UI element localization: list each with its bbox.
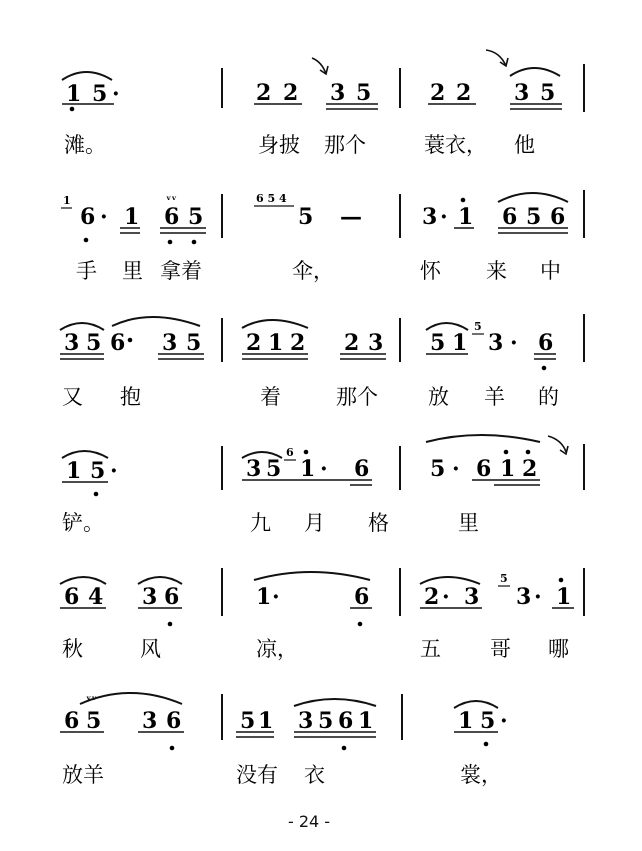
lyrics-row-1 <box>64 133 535 158</box>
slur <box>510 68 560 76</box>
slur <box>62 72 112 80</box>
lyric: 放羊 <box>62 763 104 787</box>
lyric: 那个 <box>336 385 378 409</box>
note: 1 <box>258 708 274 734</box>
slur <box>62 451 108 458</box>
octave-dot <box>504 450 509 455</box>
note: 6 <box>64 584 80 610</box>
note: 1 <box>124 204 140 230</box>
note: 5 <box>430 330 446 356</box>
note: 5 <box>86 708 102 734</box>
lyric: 他 <box>514 133 535 157</box>
grace-note: 1 <box>63 194 71 207</box>
slur <box>242 320 308 328</box>
slur <box>254 572 370 580</box>
lyrics-row-5 <box>62 637 569 662</box>
note: 3 <box>516 584 532 610</box>
note: 5 <box>188 204 204 230</box>
dot-duration: · <box>500 708 508 734</box>
dot-duration: · <box>440 204 448 230</box>
note: 2 <box>430 80 446 106</box>
dot-duration: · <box>272 584 280 610</box>
note: 2 <box>246 330 262 356</box>
dot-duration: · <box>100 204 108 230</box>
dot-duration: · <box>534 584 542 610</box>
note: 5 <box>90 458 106 484</box>
score-row-6 <box>60 690 508 750</box>
note: 2 <box>522 456 538 482</box>
grace-note: 5 <box>474 320 482 333</box>
score-row-1 <box>62 50 584 112</box>
lyric: 哥 <box>490 637 511 661</box>
lyric: 里 <box>122 259 143 283</box>
note: 1 <box>66 81 82 107</box>
lyric: 中 <box>540 259 561 283</box>
lyric: 凉， <box>256 637 298 661</box>
page-number: - 24 - <box>288 812 331 831</box>
ornament: ᵥᵥ <box>166 190 177 203</box>
note: 2 <box>283 80 299 106</box>
note: 6 <box>110 330 126 356</box>
slur <box>426 323 468 330</box>
lyric: 怀 <box>420 259 441 283</box>
lyric: 又 <box>62 385 83 409</box>
lyrics-row-4 <box>62 511 479 535</box>
grace-note: 6 <box>286 446 294 459</box>
score-row-3 <box>60 314 584 370</box>
note: 6 <box>502 204 518 230</box>
note: 6 <box>166 708 182 734</box>
octave-dot <box>559 578 564 583</box>
note: 6 <box>550 204 566 230</box>
note: 6 <box>538 330 554 356</box>
note: 2 <box>290 330 306 356</box>
note: 2 <box>456 80 472 106</box>
note: 1 <box>556 584 572 610</box>
note: 5 <box>240 708 256 734</box>
arrow-mark <box>486 50 508 66</box>
note: 2 <box>256 80 272 106</box>
lyric: 秋 <box>62 637 83 661</box>
octave-dot <box>192 240 197 245</box>
note: 1 <box>66 458 82 484</box>
octave-dot <box>542 366 547 371</box>
octave-dot <box>94 492 99 497</box>
dot-duration: · <box>442 584 450 610</box>
arrow-mark <box>312 58 328 74</box>
lyrics-row-6 <box>62 763 502 788</box>
note: 1 <box>458 204 474 230</box>
note: 6 <box>64 708 80 734</box>
score-row-5 <box>60 568 584 626</box>
lyric: 蓑衣， <box>424 133 487 157</box>
slur <box>420 577 480 584</box>
grace-note: 6 5 4 <box>256 192 287 205</box>
lyric: 裳， <box>460 763 502 787</box>
note: 2 <box>424 584 440 610</box>
note: 3 <box>298 708 314 734</box>
octave-dot <box>84 238 89 243</box>
lyric: 哪 <box>548 637 569 661</box>
note: 6 <box>354 584 370 610</box>
lyric: 五 <box>420 637 441 661</box>
score-row-4 <box>62 435 584 496</box>
note: 3 <box>422 204 438 230</box>
note: 3 <box>162 330 178 356</box>
slur <box>60 323 104 330</box>
note: 3 <box>464 584 480 610</box>
note: 3 <box>246 456 262 482</box>
lyrics-row-2 <box>76 259 561 284</box>
note: 5 <box>526 204 542 230</box>
note: 4 <box>88 584 104 610</box>
slur <box>294 699 376 706</box>
lyric: 放 <box>428 385 449 409</box>
octave-dot <box>168 240 173 245</box>
lyric: 风 <box>140 637 161 661</box>
lyric: 那个 <box>324 133 366 157</box>
grace-note: 5 <box>500 572 508 585</box>
note: 6 <box>338 708 354 734</box>
note: 6 <box>80 204 96 230</box>
lyric: 月 <box>304 511 325 535</box>
note: 5 <box>92 81 108 107</box>
lyric: 没有 <box>236 763 278 787</box>
note: 1 <box>500 456 516 482</box>
note: 3 <box>368 330 384 356</box>
note: 2 <box>344 330 360 356</box>
lyric: 羊 <box>484 385 505 409</box>
octave-dot <box>304 450 309 455</box>
note: 6 <box>164 204 180 230</box>
slur <box>138 577 182 584</box>
note: 5 <box>298 204 314 230</box>
note: 1 <box>452 330 468 356</box>
note: 5 <box>540 80 556 106</box>
dot-duration: · <box>510 330 518 356</box>
octave-dot <box>168 622 173 627</box>
dot-duration: · <box>452 456 460 482</box>
note: 3 <box>488 330 504 356</box>
lyric: 九 <box>250 511 271 535</box>
slur <box>112 317 200 326</box>
note: 3 <box>330 80 346 106</box>
duration-dot <box>128 338 133 343</box>
dot-duration: · <box>110 458 118 484</box>
octave-dot <box>526 450 531 455</box>
dot-duration: · <box>112 81 120 107</box>
octave-dot <box>461 198 466 203</box>
note: 5 <box>86 330 102 356</box>
octave-dot <box>170 746 175 751</box>
note: 1 <box>458 708 474 734</box>
lyric: 来 <box>486 259 507 283</box>
arrow-mark <box>548 436 568 454</box>
dash: — <box>340 204 362 230</box>
note: 5 <box>318 708 334 734</box>
octave-dot <box>70 107 75 112</box>
ornament: ᵥᵥ <box>86 690 97 703</box>
note: 3 <box>142 584 158 610</box>
note: 5 <box>480 708 496 734</box>
lyric: 的 <box>538 385 559 409</box>
lyric: 滩。 <box>64 133 106 157</box>
note: 1 <box>268 330 284 356</box>
lyric: 伞， <box>292 259 334 283</box>
note: 5 <box>186 330 202 356</box>
note: 6 <box>354 456 370 482</box>
note: 1 <box>300 456 316 482</box>
note: 6 <box>476 456 492 482</box>
slur <box>498 193 568 202</box>
lyric: 着 <box>260 385 281 409</box>
dot-duration: · <box>320 456 328 482</box>
lyric: 衣 <box>304 763 325 787</box>
note: 5 <box>430 456 446 482</box>
slur <box>454 701 498 708</box>
slur <box>60 577 106 584</box>
lyrics-row-3 <box>62 385 559 409</box>
note: 3 <box>64 330 80 356</box>
lyric: 抱 <box>120 385 141 409</box>
octave-dot <box>358 622 363 627</box>
lyric: 拿着 <box>160 259 202 283</box>
note: 1 <box>358 708 374 734</box>
lyric: 手 <box>76 259 97 283</box>
score-row-2 <box>61 190 584 244</box>
lyric: 铲。 <box>62 511 104 535</box>
lyric: 格 <box>368 511 389 535</box>
octave-dot <box>342 746 347 751</box>
note: 6 <box>164 584 180 610</box>
note: 5 <box>356 80 372 106</box>
note: 5 <box>266 456 282 482</box>
note: 3 <box>142 708 158 734</box>
slur <box>426 435 540 442</box>
note: 1 <box>256 584 272 610</box>
note: 3 <box>514 80 530 106</box>
lyric: 身披 <box>258 133 300 157</box>
lyric: 里 <box>458 511 479 535</box>
octave-dot <box>484 742 489 747</box>
